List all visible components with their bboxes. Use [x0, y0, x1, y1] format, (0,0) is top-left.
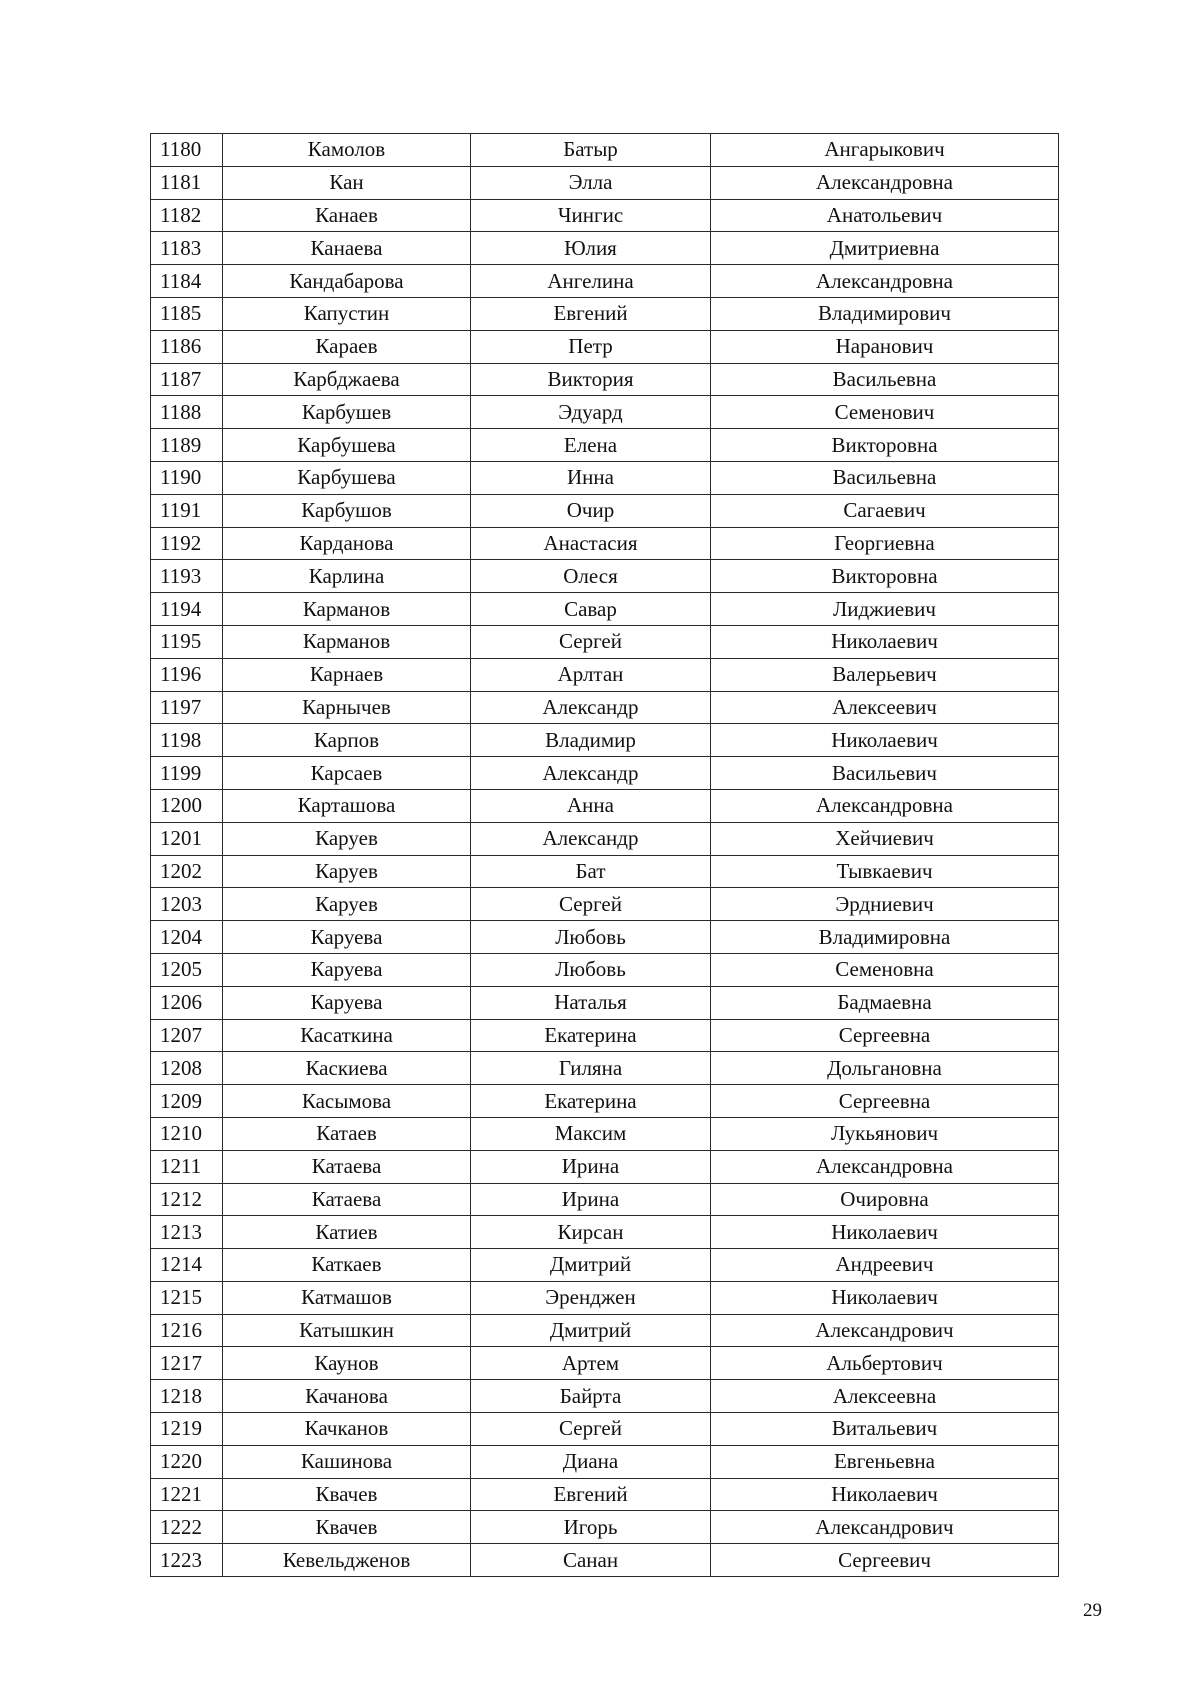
last-name-cell: Карпов [223, 724, 471, 757]
first-name-cell: Ирина [471, 1183, 711, 1216]
row-number-cell: 1199 [151, 757, 223, 790]
last-name-cell: Карманов [223, 593, 471, 626]
patronymic-cell: Дольгановна [711, 1052, 1059, 1085]
last-name-cell: Кандабарова [223, 265, 471, 298]
row-number-cell: 1201 [151, 822, 223, 855]
last-name-cell: Катаева [223, 1150, 471, 1183]
last-name-cell: Караев [223, 330, 471, 363]
row-number-cell: 1186 [151, 330, 223, 363]
row-number-cell: 1195 [151, 625, 223, 658]
first-name-cell: Дмитрий [471, 1314, 711, 1347]
patronymic-cell: Викторовна [711, 560, 1059, 593]
row-number-cell: 1191 [151, 494, 223, 527]
first-name-cell: Кирсан [471, 1216, 711, 1249]
first-name-cell: Юлия [471, 232, 711, 265]
patronymic-cell: Николаевич [711, 724, 1059, 757]
row-number-cell: 1190 [151, 461, 223, 494]
roster-body [151, 134, 1059, 1577]
last-name-cell: Каруева [223, 921, 471, 954]
row-number-cell: 1215 [151, 1281, 223, 1314]
last-name-cell: Карбушев [223, 396, 471, 429]
first-name-cell: Александр [471, 691, 711, 724]
table-row [151, 1085, 1059, 1118]
first-name-cell: Олеся [471, 560, 711, 593]
table-row [151, 494, 1059, 527]
first-name-cell: Игорь [471, 1511, 711, 1544]
last-name-cell: Карбджаева [223, 363, 471, 396]
row-number-cell: 1189 [151, 429, 223, 462]
first-name-cell: Санан [471, 1544, 711, 1577]
patronymic-cell: Николаевич [711, 625, 1059, 658]
first-name-cell: Александр [471, 757, 711, 790]
first-name-cell: Александр [471, 822, 711, 855]
first-name-cell: Очир [471, 494, 711, 527]
table-row [151, 888, 1059, 921]
last-name-cell: Касаткина [223, 1019, 471, 1052]
row-number-cell: 1218 [151, 1380, 223, 1413]
row-number-cell: 1197 [151, 691, 223, 724]
first-name-cell: Савар [471, 593, 711, 626]
last-name-cell: Катаев [223, 1117, 471, 1150]
first-name-cell: Елена [471, 429, 711, 462]
patronymic-cell: Сагаевич [711, 494, 1059, 527]
last-name-cell: Качканов [223, 1413, 471, 1446]
last-name-cell: Карбушева [223, 461, 471, 494]
table-row [151, 1019, 1059, 1052]
table-row [151, 1052, 1059, 1085]
patronymic-cell: Александровна [711, 166, 1059, 199]
patronymic-cell: Александровна [711, 1150, 1059, 1183]
first-name-cell: Екатерина [471, 1019, 711, 1052]
row-number-cell: 1221 [151, 1478, 223, 1511]
row-number-cell: 1183 [151, 232, 223, 265]
patronymic-cell: Витальевич [711, 1413, 1059, 1446]
first-name-cell: Наталья [471, 986, 711, 1019]
first-name-cell: Бат [471, 855, 711, 888]
table-row [151, 921, 1059, 954]
patronymic-cell: Георгиевна [711, 527, 1059, 560]
last-name-cell: Карманов [223, 625, 471, 658]
table-row [151, 1249, 1059, 1282]
row-number-cell: 1206 [151, 986, 223, 1019]
first-name-cell: Элла [471, 166, 711, 199]
last-name-cell: Каскиева [223, 1052, 471, 1085]
table-row [151, 1117, 1059, 1150]
table-row [151, 1183, 1059, 1216]
table-row [151, 855, 1059, 888]
patronymic-cell: Владимировна [711, 921, 1059, 954]
row-number-cell: 1194 [151, 593, 223, 626]
patronymic-cell: Тывкаевич [711, 855, 1059, 888]
first-name-cell: Арлтан [471, 658, 711, 691]
last-name-cell: Кевельдженов [223, 1544, 471, 1577]
patronymic-cell: Алексеевич [711, 691, 1059, 724]
patronymic-cell: Дмитриевна [711, 232, 1059, 265]
first-name-cell: Ангелина [471, 265, 711, 298]
patronymic-cell: Семенович [711, 396, 1059, 429]
table-row [151, 330, 1059, 363]
row-number-cell: 1192 [151, 527, 223, 560]
first-name-cell: Инна [471, 461, 711, 494]
first-name-cell: Анна [471, 789, 711, 822]
patronymic-cell: Андреевич [711, 1249, 1059, 1282]
first-name-cell: Дмитрий [471, 1249, 711, 1282]
first-name-cell: Екатерина [471, 1085, 711, 1118]
last-name-cell: Каруева [223, 986, 471, 1019]
last-name-cell: Камолов [223, 134, 471, 167]
first-name-cell: Сергей [471, 625, 711, 658]
first-name-cell: Евгений [471, 297, 711, 330]
patronymic-cell: Валерьевич [711, 658, 1059, 691]
row-number-cell: 1207 [151, 1019, 223, 1052]
patronymic-cell: Николаевич [711, 1281, 1059, 1314]
row-number-cell: 1198 [151, 724, 223, 757]
table-row [151, 527, 1059, 560]
row-number-cell: 1193 [151, 560, 223, 593]
first-name-cell: Максим [471, 1117, 711, 1150]
row-number-cell: 1181 [151, 166, 223, 199]
patronymic-cell: Васильевич [711, 757, 1059, 790]
page-number: 29 [1083, 1600, 1102, 1621]
table-row [151, 166, 1059, 199]
last-name-cell: Каруев [223, 888, 471, 921]
last-name-cell: Каруев [223, 855, 471, 888]
first-name-cell: Ирина [471, 1150, 711, 1183]
row-number-cell: 1222 [151, 1511, 223, 1544]
table-row [151, 1314, 1059, 1347]
last-name-cell: Карташова [223, 789, 471, 822]
patronymic-cell: Александровна [711, 789, 1059, 822]
table-row [151, 265, 1059, 298]
last-name-cell: Карнаев [223, 658, 471, 691]
first-name-cell: Анастасия [471, 527, 711, 560]
last-name-cell: Канаева [223, 232, 471, 265]
first-name-cell: Сергей [471, 888, 711, 921]
patronymic-cell: Сергеевич [711, 1544, 1059, 1577]
first-name-cell: Сергей [471, 1413, 711, 1446]
table-row [151, 396, 1059, 429]
row-number-cell: 1220 [151, 1445, 223, 1478]
last-name-cell: Карнычев [223, 691, 471, 724]
row-number-cell: 1208 [151, 1052, 223, 1085]
last-name-cell: Катаева [223, 1183, 471, 1216]
last-name-cell: Катиев [223, 1216, 471, 1249]
last-name-cell: Катышкин [223, 1314, 471, 1347]
table-row [151, 1150, 1059, 1183]
last-name-cell: Каткаев [223, 1249, 471, 1282]
row-number-cell: 1219 [151, 1413, 223, 1446]
last-name-cell: Капустин [223, 297, 471, 330]
table-row [151, 822, 1059, 855]
patronymic-cell: Владимирович [711, 297, 1059, 330]
table-row [151, 1216, 1059, 1249]
first-name-cell: Чингис [471, 199, 711, 232]
table-row [151, 953, 1059, 986]
patronymic-cell: Бадмаевна [711, 986, 1059, 1019]
row-number-cell: 1203 [151, 888, 223, 921]
patronymic-cell: Сергеевна [711, 1019, 1059, 1052]
last-name-cell: Каунов [223, 1347, 471, 1380]
patronymic-cell: Очировна [711, 1183, 1059, 1216]
row-number-cell: 1185 [151, 297, 223, 330]
row-number-cell: 1202 [151, 855, 223, 888]
patronymic-cell: Викторовна [711, 429, 1059, 462]
last-name-cell: Квачев [223, 1511, 471, 1544]
table-row [151, 363, 1059, 396]
table-row [151, 757, 1059, 790]
row-number-cell: 1184 [151, 265, 223, 298]
first-name-cell: Евгений [471, 1478, 711, 1511]
row-number-cell: 1196 [151, 658, 223, 691]
patronymic-cell: Николаевич [711, 1216, 1059, 1249]
patronymic-cell: Васильевна [711, 363, 1059, 396]
row-number-cell: 1187 [151, 363, 223, 396]
table-row [151, 1380, 1059, 1413]
table-row [151, 1281, 1059, 1314]
first-name-cell: Любовь [471, 953, 711, 986]
first-name-cell: Петр [471, 330, 711, 363]
row-number-cell: 1213 [151, 1216, 223, 1249]
last-name-cell: Карлина [223, 560, 471, 593]
first-name-cell: Батыр [471, 134, 711, 167]
row-number-cell: 1216 [151, 1314, 223, 1347]
patronymic-cell: Эрдниевич [711, 888, 1059, 921]
table-row [151, 625, 1059, 658]
table-row [151, 1544, 1059, 1577]
first-name-cell: Эдуард [471, 396, 711, 429]
patronymic-cell: Лукьянович [711, 1117, 1059, 1150]
first-name-cell: Виктория [471, 363, 711, 396]
table-row [151, 1478, 1059, 1511]
table-row [151, 232, 1059, 265]
last-name-cell: Карсаев [223, 757, 471, 790]
table-row [151, 560, 1059, 593]
patronymic-cell: Александровна [711, 265, 1059, 298]
table-row [151, 429, 1059, 462]
row-number-cell: 1205 [151, 953, 223, 986]
table-row [151, 724, 1059, 757]
table-row [151, 199, 1059, 232]
table-row [151, 1511, 1059, 1544]
name-roster-table [150, 133, 1059, 1577]
patronymic-cell: Александрович [711, 1314, 1059, 1347]
row-number-cell: 1209 [151, 1085, 223, 1118]
last-name-cell: Канаев [223, 199, 471, 232]
first-name-cell: Любовь [471, 921, 711, 954]
last-name-cell: Касымова [223, 1085, 471, 1118]
row-number-cell: 1217 [151, 1347, 223, 1380]
last-name-cell: Кашинова [223, 1445, 471, 1478]
table-row [151, 1413, 1059, 1446]
first-name-cell: Владимир [471, 724, 711, 757]
first-name-cell: Гиляна [471, 1052, 711, 1085]
table-row [151, 593, 1059, 626]
last-name-cell: Кан [223, 166, 471, 199]
row-number-cell: 1188 [151, 396, 223, 429]
last-name-cell: Квачев [223, 1478, 471, 1511]
table-row [151, 691, 1059, 724]
first-name-cell: Диана [471, 1445, 711, 1478]
patronymic-cell: Лиджиевич [711, 593, 1059, 626]
row-number-cell: 1182 [151, 199, 223, 232]
last-name-cell: Качанова [223, 1380, 471, 1413]
first-name-cell: Байрта [471, 1380, 711, 1413]
patronymic-cell: Александрович [711, 1511, 1059, 1544]
table-row [151, 297, 1059, 330]
first-name-cell: Эренджен [471, 1281, 711, 1314]
row-number-cell: 1211 [151, 1150, 223, 1183]
last-name-cell: Карданова [223, 527, 471, 560]
patronymic-cell: Сергеевна [711, 1085, 1059, 1118]
patronymic-cell: Альбертович [711, 1347, 1059, 1380]
row-number-cell: 1200 [151, 789, 223, 822]
row-number-cell: 1212 [151, 1183, 223, 1216]
patronymic-cell: Ангарыкович [711, 134, 1059, 167]
patronymic-cell: Хейчиевич [711, 822, 1059, 855]
table-row [151, 1347, 1059, 1380]
table-row [151, 134, 1059, 167]
table-row [151, 461, 1059, 494]
last-name-cell: Катмашов [223, 1281, 471, 1314]
row-number-cell: 1223 [151, 1544, 223, 1577]
row-number-cell: 1180 [151, 134, 223, 167]
first-name-cell: Артем [471, 1347, 711, 1380]
table-row [151, 789, 1059, 822]
patronymic-cell: Евгеньевна [711, 1445, 1059, 1478]
row-number-cell: 1204 [151, 921, 223, 954]
patronymic-cell: Николаевич [711, 1478, 1059, 1511]
patronymic-cell: Анатольевич [711, 199, 1059, 232]
last-name-cell: Карбушева [223, 429, 471, 462]
last-name-cell: Каруева [223, 953, 471, 986]
patronymic-cell: Васильевна [711, 461, 1059, 494]
last-name-cell: Карбушов [223, 494, 471, 527]
table-row [151, 1445, 1059, 1478]
patronymic-cell: Наранович [711, 330, 1059, 363]
patronymic-cell: Алексеевна [711, 1380, 1059, 1413]
patronymic-cell: Семеновна [711, 953, 1059, 986]
table-row [151, 986, 1059, 1019]
row-number-cell: 1214 [151, 1249, 223, 1282]
last-name-cell: Каруев [223, 822, 471, 855]
table-row [151, 658, 1059, 691]
row-number-cell: 1210 [151, 1117, 223, 1150]
